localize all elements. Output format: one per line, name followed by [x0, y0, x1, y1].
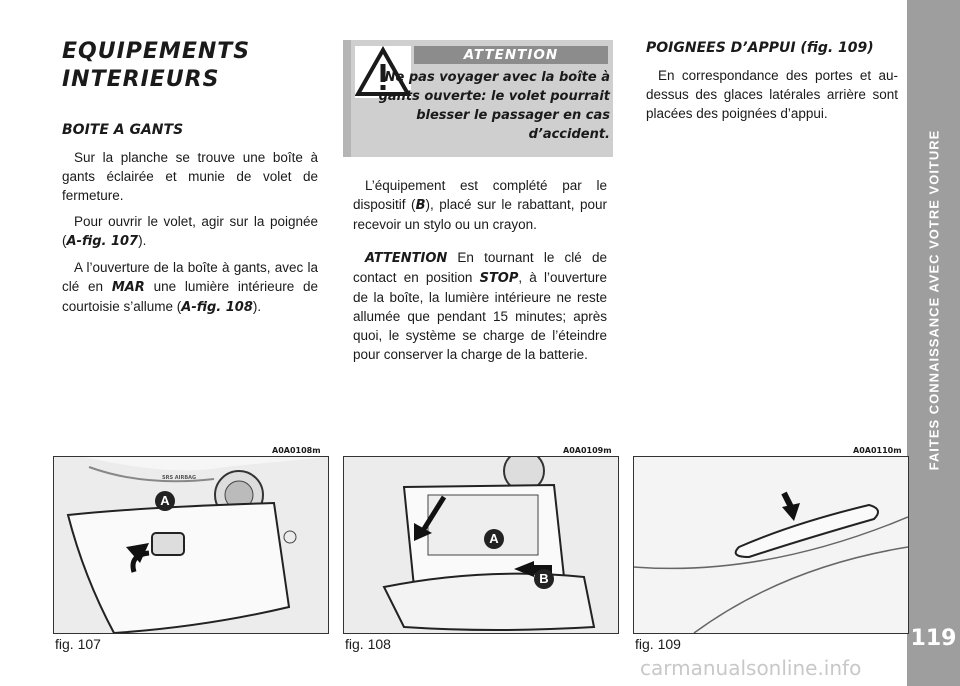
accessory-text	[353, 176, 607, 371]
figure-caption: fig. 107	[55, 636, 101, 652]
warning-text: Ne pas voyager avec la boîte à gants ouverte: le volet pourrait blesser le passager en cas d’accident.	[378, 70, 610, 142]
paragraph: En correspondance des portes et au-dessus des glaces latérales arrière sont placées des poignées d’appui.	[646, 68, 898, 121]
figure-caption: fig. 108	[345, 636, 391, 652]
glovebox-text	[62, 148, 318, 324]
figure-code: A0A0108m	[272, 446, 321, 455]
paragraph: Sur la planche se trouve une boîte à gants éclairée et munie de volet de fermeture.	[62, 150, 318, 203]
callout-a: A	[155, 491, 175, 511]
paragraph: ATTENTION En tournant le clé de contact en position STOP, à l’ouverture de la boîte, la lumière intérieure ne reste allumée que pendant 15 minutes; après quoi, le système se charge de l’éteindre pour conserver la charge de la batterie.	[353, 250, 608, 362]
figure-109-image	[633, 456, 909, 634]
handles-text	[646, 66, 898, 130]
figure-code: A0A0109m	[563, 446, 612, 455]
figure-code: A0A0110m	[853, 446, 902, 455]
watermark: carmanualsonline.info	[640, 656, 862, 680]
paragraph: Pour ouvrir le volet, agir sur la poignée (A-fig. 107).	[62, 214, 318, 249]
paragraph: A l’ouverture de la boîte à gants, avec la clé en MAR une lumière intérieure de courtoisie s’allume (A-fig. 108).	[62, 260, 318, 315]
callout-b: B	[534, 569, 554, 589]
subsection-title-handles: POIGNEES D’APPUI (fig. 109)	[646, 40, 874, 56]
figure-108-image	[343, 456, 619, 634]
svg-text:SRS AIRBAG: SRS AIRBAG	[162, 475, 197, 481]
section-title: EQUIPEMENTS INTERIEURS	[62, 39, 251, 92]
callout-a: A	[484, 529, 504, 549]
subsection-title-glovebox: BOITE A GANTS	[62, 122, 184, 138]
page-number: 119	[910, 626, 957, 651]
figure-107-image	[53, 456, 329, 634]
figure-caption: fig. 109	[635, 636, 681, 652]
warning-title: ATTENTION	[414, 46, 608, 64]
chapter-title: FAITES CONNAISSANCE AVEC VOTRE VOITURE	[926, 129, 941, 471]
paragraph: L’équipement est complété par le dispositif (B), placé sur le rabattant, pour recevoir un stylo ou un crayon.	[353, 178, 607, 232]
